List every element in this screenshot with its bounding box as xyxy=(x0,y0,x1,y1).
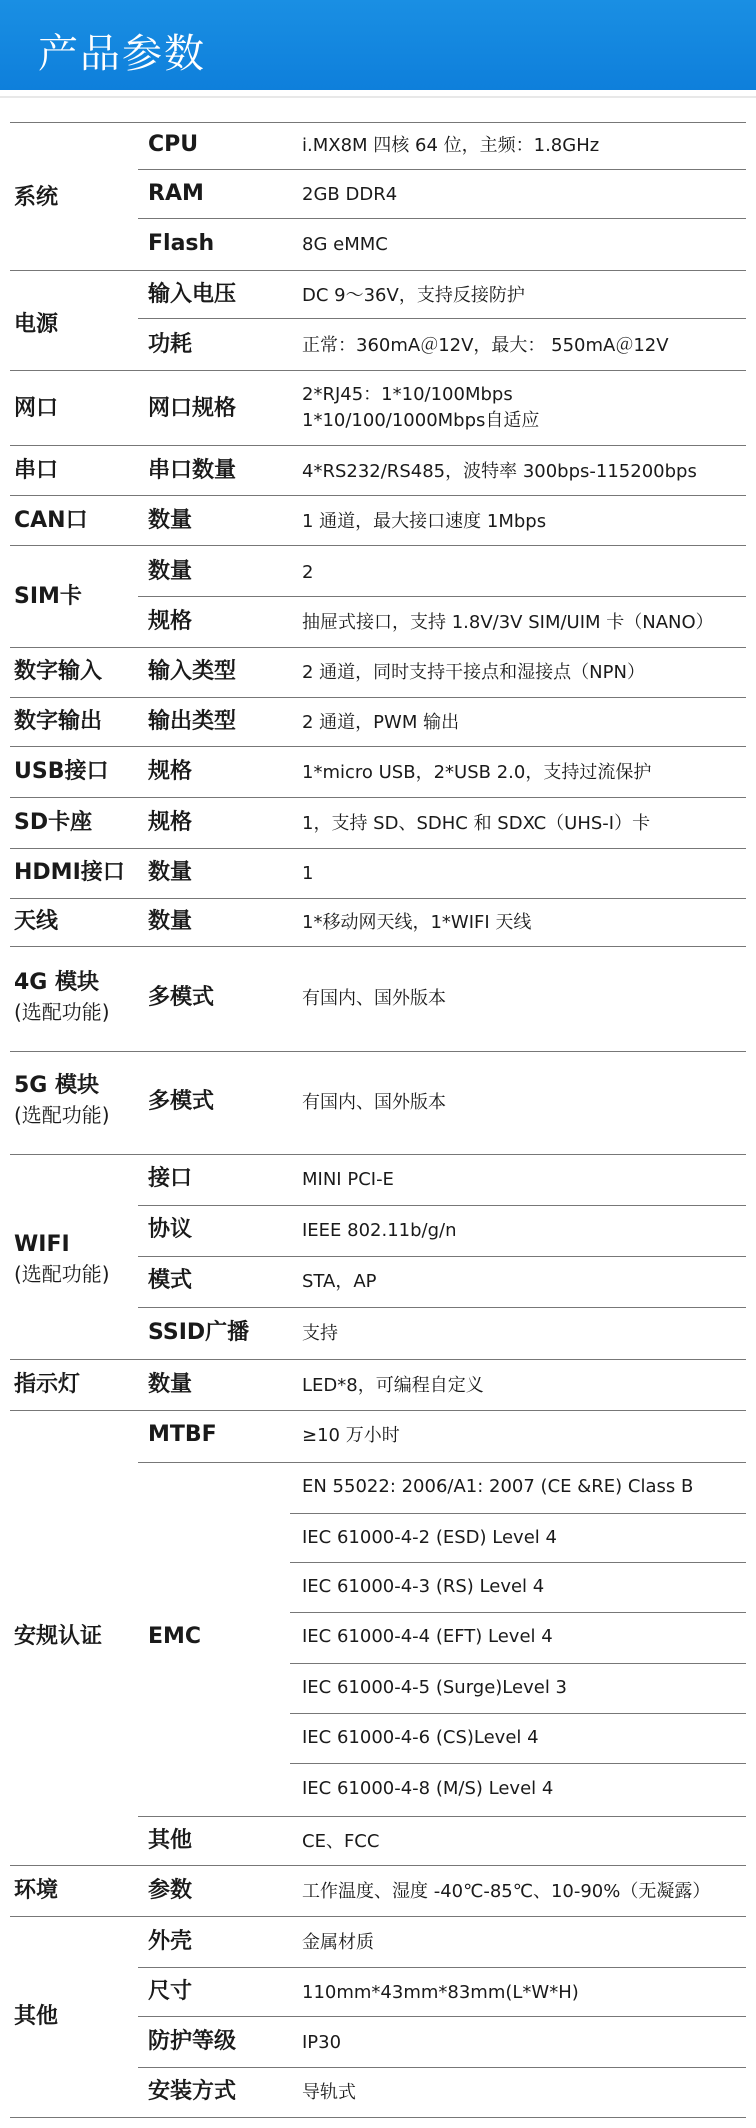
param-value: EN 55022: 2006/A1: 2007 (CE &RE) Class B xyxy=(302,1476,694,1497)
row-divider xyxy=(290,1513,746,1514)
param-value: 导轨式 xyxy=(302,2082,356,2103)
category-label xyxy=(14,1230,110,1288)
param-label: MTBF xyxy=(148,1422,217,1447)
param-value: 2 xyxy=(302,562,314,583)
category-note: (选配功能) xyxy=(14,1000,110,1024)
row-divider xyxy=(10,270,746,271)
param-value: 1 通道，最大接口速度 1Mbps xyxy=(302,511,547,532)
row-divider xyxy=(10,1154,746,1155)
param-label: SSID广播 xyxy=(148,1320,250,1345)
param-value: IP30 xyxy=(302,2032,342,2053)
row-divider xyxy=(138,1307,746,1308)
row-divider xyxy=(138,218,746,219)
param-value: STA，AP xyxy=(302,1271,377,1292)
row-divider xyxy=(10,370,746,371)
row-divider xyxy=(10,797,746,798)
param-value: IEEE 802.11b/g/n xyxy=(302,1220,457,1241)
param-label: 数量 xyxy=(148,860,193,885)
row-divider xyxy=(10,946,746,947)
param-label: 参数 xyxy=(148,1878,193,1903)
param-value: 工作温度、湿度 -40℃-85℃、10-90%（无凝露） xyxy=(302,1881,711,1902)
param-label: EMC xyxy=(148,1624,202,1649)
param-label: 模式 xyxy=(148,1268,193,1293)
category-label: HDMI接口 xyxy=(14,860,125,885)
param-label: 数量 xyxy=(148,1372,193,1397)
param-value: 110mm*43mm*83mm(L*W*H) xyxy=(302,1982,579,2003)
row-divider xyxy=(138,2067,746,2068)
param-label: Flash xyxy=(148,231,215,256)
row-divider xyxy=(10,1865,746,1866)
param-value: 有国内、国外版本 xyxy=(302,988,446,1009)
param-value: 8G eMMC xyxy=(302,234,388,255)
param-value: IEC 61000-4-6 (CS)Level 4 xyxy=(302,1727,539,1748)
row-divider xyxy=(138,1462,746,1463)
category-label: 串口 xyxy=(14,458,59,483)
param-value: IEC 61000-4-5 (Surge)Level 3 xyxy=(302,1677,567,1698)
category-label: 安规认证 xyxy=(14,1624,103,1649)
category-label: CAN口 xyxy=(14,508,88,533)
row-divider xyxy=(10,1916,746,1917)
param-value: i.MX8M 四核 64 位，主频：1.8GHz xyxy=(302,135,600,156)
param-label: 网口规格 xyxy=(148,396,237,421)
param-label: 多模式 xyxy=(148,1089,215,1114)
row-divider xyxy=(138,1816,746,1817)
param-label: 协议 xyxy=(148,1217,193,1242)
row-divider xyxy=(10,495,746,496)
row-divider xyxy=(138,1256,746,1257)
category-label: 电源 xyxy=(14,312,59,337)
category-title: WIFI xyxy=(14,1232,70,1257)
row-divider xyxy=(290,1612,746,1613)
row-divider xyxy=(10,1051,746,1052)
param-value: ≥10 万小时 xyxy=(302,1425,400,1446)
param-value: DC 9～36V，支持反接防护 xyxy=(302,285,525,306)
row-divider xyxy=(10,445,746,446)
param-label: 规格 xyxy=(148,609,193,634)
category-label: 环境 xyxy=(14,1878,59,1903)
row-divider xyxy=(290,1713,746,1714)
category-label: 指示灯 xyxy=(14,1372,81,1397)
param-label: 串口数量 xyxy=(148,458,237,483)
param-label: 数量 xyxy=(148,909,193,934)
param-label: 规格 xyxy=(148,810,193,835)
row-divider xyxy=(138,318,746,319)
param-value: 2GB DDR4 xyxy=(302,184,398,205)
category-label: USB接口 xyxy=(14,759,109,784)
row-divider xyxy=(138,2016,746,2017)
category-title: 5G 模块 xyxy=(14,1073,100,1098)
category-label: 网口 xyxy=(14,396,59,421)
param-value: 正常：360mA＠12V，最大： 550mA＠12V xyxy=(302,335,669,356)
category-label: 数字输出 xyxy=(14,709,103,734)
param-label: 多模式 xyxy=(148,985,215,1010)
param-value: IEC 61000-4-4 (EFT) Level 4 xyxy=(302,1626,553,1647)
param-label: 输入类型 xyxy=(148,659,237,684)
param-value: IEC 61000-4-3 (RS) Level 4 xyxy=(302,1576,545,1597)
param-value: MINI PCI-E xyxy=(302,1169,394,1190)
category-note: (选配功能) xyxy=(14,1262,110,1286)
row-divider xyxy=(10,746,746,747)
row-divider xyxy=(290,1763,746,1764)
row-divider xyxy=(10,1410,746,1411)
category-label xyxy=(14,1071,110,1129)
category-label: 系统 xyxy=(14,185,59,210)
row-divider xyxy=(10,545,746,546)
param-value: 1 xyxy=(302,863,314,884)
param-label: RAM xyxy=(148,181,204,206)
param-label: 数量 xyxy=(148,559,193,584)
category-label: 天线 xyxy=(14,909,59,934)
row-divider xyxy=(138,169,746,170)
row-divider xyxy=(138,1205,746,1206)
param-label: 防护等级 xyxy=(148,2029,237,2054)
row-divider xyxy=(10,697,746,698)
param-label: 接口 xyxy=(148,1166,193,1191)
param-value: IEC 61000-4-8 (M/S) Level 4 xyxy=(302,1778,554,1799)
category-label xyxy=(14,968,110,1026)
param-value: 2*RJ45：1*10/100Mbps xyxy=(302,384,513,405)
param-value: 1*移动网天线，1*WIFI 天线 xyxy=(302,912,532,933)
param-value: 金属材质 xyxy=(302,1932,374,1953)
category-note: (选配功能) xyxy=(14,1103,110,1127)
param-value: 1，支持 SD、SDHC 和 SDXC（UHS-I）卡 xyxy=(302,813,651,834)
category-label: 数字输入 xyxy=(14,659,103,684)
param-value: 1*10/100/1000Mbps自适应 xyxy=(302,410,540,431)
category-label: 其他 xyxy=(14,2004,59,2029)
param-value: 抽屉式接口，支持 1.8V/3V SIM/UIM 卡（NANO） xyxy=(302,612,714,633)
row-divider xyxy=(290,1562,746,1563)
category-label: SD卡座 xyxy=(14,810,93,835)
row-divider xyxy=(290,1663,746,1664)
param-label: CPU xyxy=(148,132,199,157)
param-label: 输出类型 xyxy=(148,709,237,734)
param-label: 其他 xyxy=(148,1828,193,1853)
row-divider xyxy=(10,848,746,849)
header-divider xyxy=(0,96,756,98)
row-divider xyxy=(10,898,746,899)
row-divider xyxy=(10,2117,746,2118)
param-value: CE、FCC xyxy=(302,1831,380,1852)
param-value: 有国内、国外版本 xyxy=(302,1092,446,1113)
param-label: 安装方式 xyxy=(148,2079,237,2104)
param-label: 规格 xyxy=(148,759,193,784)
param-value: 1*micro USB，2*USB 2.0，支持过流保护 xyxy=(302,762,652,783)
param-label: 功耗 xyxy=(148,332,193,357)
category-title: 4G 模块 xyxy=(14,970,100,995)
param-value: LED*8，可编程自定义 xyxy=(302,1375,484,1396)
param-label: 输入电压 xyxy=(148,282,237,307)
row-divider xyxy=(138,596,746,597)
param-label: 外壳 xyxy=(148,1929,193,1954)
row-divider xyxy=(138,1967,746,1968)
param-value: 2 通道，PWM 输出 xyxy=(302,712,460,733)
row-divider xyxy=(10,647,746,648)
page-header xyxy=(0,0,756,90)
param-label: 数量 xyxy=(148,508,193,533)
row-divider xyxy=(10,1359,746,1360)
page-title: 产品参数 xyxy=(38,31,206,77)
row-divider xyxy=(10,122,746,123)
param-value: IEC 61000-4-2 (ESD) Level 4 xyxy=(302,1527,557,1548)
param-value: 2 通道，同时支持干接点和湿接点（NPN） xyxy=(302,662,645,683)
param-value: 支持 xyxy=(302,1323,338,1344)
param-value: 4*RS232/RS485，波特率 300bps-115200bps xyxy=(302,461,697,482)
param-label: 尺寸 xyxy=(148,1979,193,2004)
category-label: SIM卡 xyxy=(14,584,82,609)
